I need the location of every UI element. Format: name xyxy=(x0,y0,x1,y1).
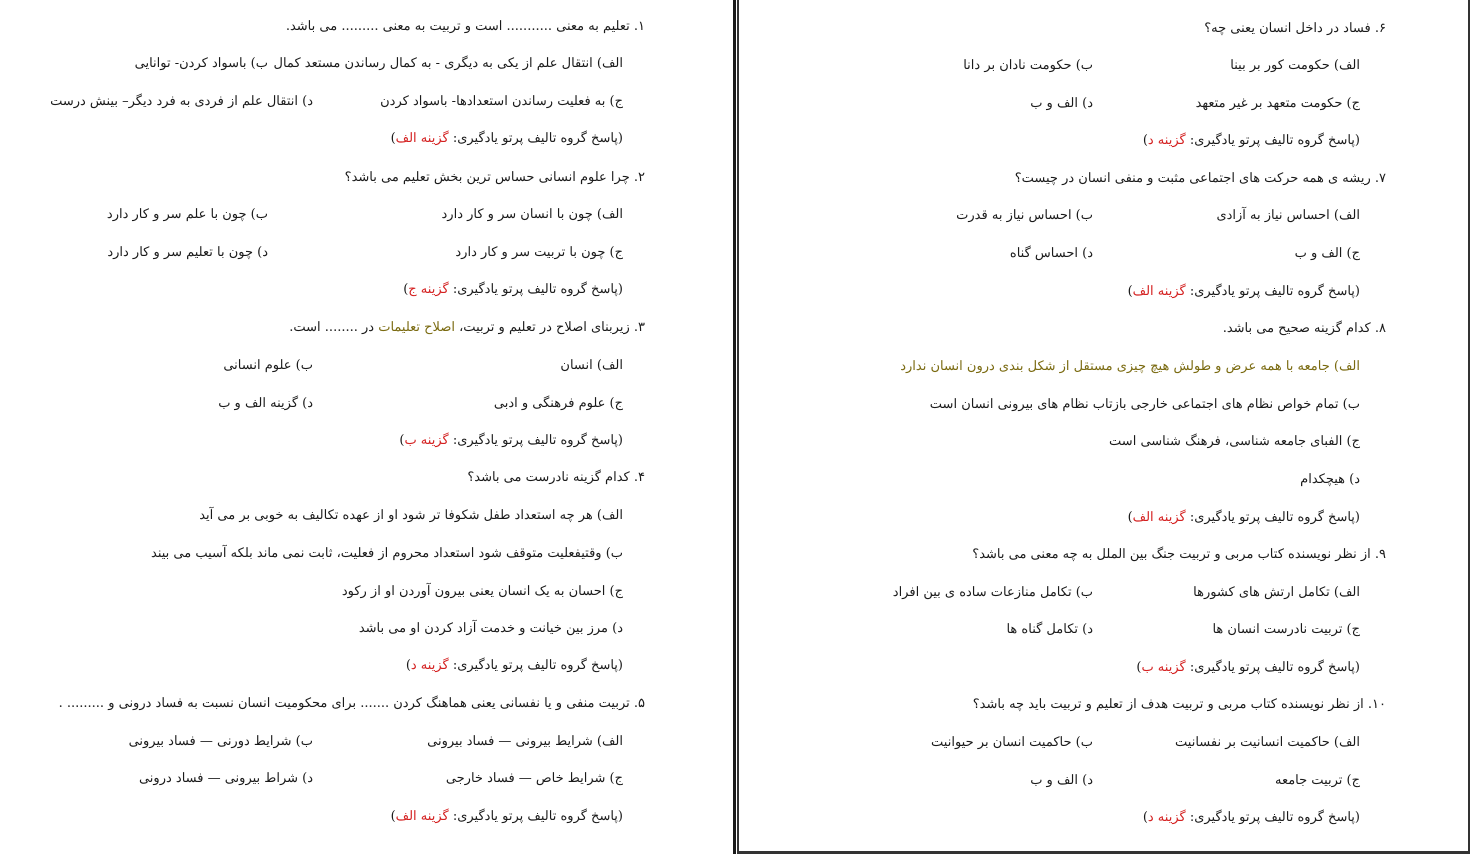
option-a: الف) انتقال علم از یکی به دیگری - به کمال رساندن مستعد کمال xyxy=(273,56,623,71)
option-c: ج) احسان به یک انسان یعنی بیرون آوردن او از رکود xyxy=(341,584,623,599)
answer-choice: گزینه د xyxy=(1147,810,1186,825)
question-text: چرا علوم انسانی حساس ترین بخش تعلیم می باشد؟ xyxy=(344,170,630,185)
answer-choice: گزینه د xyxy=(410,658,449,673)
option-a: الف) احساس نیاز به آزادی xyxy=(1216,208,1360,223)
option-b: ب) تمام خواص نظام های اجتماعی خارجی بازتاب نظام های بیرونی انسان است xyxy=(929,397,1360,412)
question-text: تعلیم به معنی ........... است و تربیت به معنی ......... می باشد. xyxy=(285,19,630,34)
answer-choice: گزینه ب xyxy=(404,433,449,448)
question-9 xyxy=(972,546,1386,564)
option-a: الف) تکامل ارتش های کشورها xyxy=(1193,585,1360,600)
option-b: ب) حاکمیت انسان بر حیوانیت xyxy=(931,735,1093,750)
option-a: الف) شرایط بیرونی — فساد بیرونی xyxy=(427,734,623,749)
answer-line: (پاسخ گروه تالیف پرتو یادگیری: گزینه الف) xyxy=(1127,284,1360,299)
answer-line: (پاسخ گروه تالیف پرتو یادگیری: گزینه الف) xyxy=(1127,510,1360,525)
option-a: الف) حکومت کور بر بینا xyxy=(1230,58,1360,73)
answer-line: (پاسخ گروه تالیف پرتو یادگیری: گزینه الف) xyxy=(390,809,623,824)
option-b: ب) چون با علم سر و کار دارد xyxy=(106,207,268,222)
option-d: د) چون با تعلیم سر و کار دارد xyxy=(107,245,268,260)
answer-choice: گزینه الف xyxy=(1132,510,1186,525)
question-number: ۱۰. xyxy=(1367,697,1386,712)
question-1 xyxy=(286,18,645,36)
answer-line: (پاسخ گروه تالیف پرتو یادگیری: گزینه ج) xyxy=(403,282,623,297)
answer-choice: گزینه ج xyxy=(408,282,449,297)
option-d: د) الف و ب xyxy=(1030,773,1093,788)
question-number: ۳. xyxy=(633,320,645,335)
question-number: ۲. xyxy=(633,170,645,185)
option-d: د) گزینه الف و ب xyxy=(218,396,313,411)
option-b: ب) احساس نیاز به قدرت xyxy=(956,208,1093,223)
answer-choice: گزینه الف xyxy=(395,131,449,146)
option-c: ج) چون با تربیت سر و کار دارد xyxy=(455,245,623,260)
question-3: ۳. زیربنای اصلاح در تعلیم و تربیت، اصلاح تعلیمات در ........ است. xyxy=(289,320,645,335)
option-c: ج) حکومت متعهد بر غیر متعهد xyxy=(1195,96,1360,111)
question-8 xyxy=(1223,320,1386,338)
question-text: ریشه ی همه حرکت های اجتماعی مثبت و منفی انسان در چیست؟ xyxy=(1014,171,1371,186)
question-text: تربیت منفی و یا نفسانی یعنی هماهنگ کردن ....... برای محکومیت انسان نسبت به فساد درونی و ......... . xyxy=(58,696,630,711)
option-c: ج) الف و ب xyxy=(1294,246,1360,261)
question-5 xyxy=(59,695,645,713)
option-d: د) شراط بیرونی — فساد درونی xyxy=(138,771,313,786)
page-divider xyxy=(733,0,736,854)
answer-choice: گزینه الف xyxy=(1132,284,1186,299)
question-number: ۹. xyxy=(1374,547,1386,562)
answer-line: (پاسخ گروه تالیف پرتو یادگیری: گزینه د) xyxy=(1142,810,1360,825)
option-b: ب) باسواد کردن- توانایی xyxy=(134,56,268,71)
option-c: ج) الفبای جامعه شناسی، فرهنگ شناسی است xyxy=(1109,434,1360,449)
question-text: کدام گزینه نادرست می باشد؟ xyxy=(467,470,630,485)
answer-line: (پاسخ گروه تالیف پرتو یادگیری: گزینه ب) xyxy=(399,433,623,448)
answer-line: (پاسخ گروه تالیف پرتو یادگیری: گزینه د) xyxy=(405,658,623,673)
question-number: ۶. xyxy=(1374,21,1386,36)
answer-line: (پاسخ گروه تالیف پرتو یادگیری: گزینه ب) xyxy=(1136,660,1360,675)
question-7 xyxy=(1015,170,1386,188)
answer-line: (پاسخ گروه تالیف پرتو یادگیری: گزینه د) xyxy=(1142,133,1360,148)
option-d: د) تکامل گناه ها xyxy=(1006,622,1093,637)
right-page xyxy=(737,0,1470,854)
answer-choice: گزینه د xyxy=(1147,133,1186,148)
answer-choice: گزینه الف xyxy=(395,809,449,824)
option-b: ب) تکامل منازعات ساده ی بین افراد xyxy=(892,585,1093,600)
option-a: الف) حاکمیت انسانیت بر نفسانیت xyxy=(1175,735,1360,750)
option-b: ب) شرایط دورنی — فساد بیرونی xyxy=(128,734,313,749)
question-number: ۴. xyxy=(633,470,645,485)
question-number: ۵. xyxy=(633,696,645,711)
question-text: زیربنای اصلاح در تعلیم و تربیت، xyxy=(459,320,630,335)
question-4 xyxy=(467,469,645,487)
question-6 xyxy=(1204,20,1386,38)
answer-choice: گزینه ب xyxy=(1141,660,1186,675)
option-c: ج) تربیت نادرست انسان ها xyxy=(1212,622,1360,637)
option-a: الف) چون با انسان سر و کار دارد xyxy=(441,207,623,222)
option-c: ج) شرایط خاص — فساد خارجی xyxy=(445,771,623,786)
option-b: ب) وقتیفعلیت متوقف شود استعداد محروم از فعلیت، ثابت نمی ماند بلکه آسیب می بیند xyxy=(151,546,623,561)
question-number: ۸. xyxy=(1374,321,1386,336)
question-10 xyxy=(973,696,1386,714)
left-page xyxy=(0,0,733,854)
option-b: ب) حکومت نادان بر دانا xyxy=(963,58,1093,73)
question-text: از نظر نویسنده کتاب مربی و تربیت جنگ بین الملل به چه معنی می باشد؟ xyxy=(972,547,1371,562)
question-text: از نظر نویسنده کتاب مربی و تربیت هدف از تعلیم و تربیت باید چه باشد؟ xyxy=(972,697,1364,712)
question-text: فساد در داخل انسان یعنی چه؟ xyxy=(1204,21,1371,36)
question-highlight: اصلاح تعلیمات xyxy=(378,320,455,335)
option-d: د) هیچکدام xyxy=(1300,472,1360,487)
option-a: الف) جامعه با همه عرض و طولش هیچ چیزی مستقل از شکل بندی درون انسان ندارد xyxy=(900,359,1360,374)
option-a: الف) هر چه استعداد طفل شکوفا تر شود او از عهده تکالیف به خوبی بر می آید xyxy=(199,508,623,523)
option-c: ج) به فعلیت رساندن استعدادها- باسواد کردن xyxy=(380,94,623,109)
answer-line: (پاسخ گروه تالیف پرتو یادگیری: گزینه الف) xyxy=(390,131,623,146)
question-number: ۷. xyxy=(1374,171,1386,186)
option-c: ج) تربیت جامعه xyxy=(1274,773,1360,788)
option-d: د) انتقال علم از فردی به فرد دیگر– بینش درست xyxy=(50,94,313,109)
option-d: د) الف و ب xyxy=(1030,96,1093,111)
option-b: ب) علوم انسانی xyxy=(223,358,313,373)
question-number: ۱. xyxy=(633,19,645,34)
option-d: د) مرز بین خیانت و خدمت آزاد کردن او می باشد xyxy=(358,621,623,636)
option-a: الف) انسان xyxy=(560,358,623,373)
option-d: د) احساس گناه xyxy=(1009,246,1093,261)
question-2 xyxy=(345,169,645,187)
option-c: ج) علوم فرهنگی و ادبی xyxy=(493,396,623,411)
question-text: کدام گزینه صحیح می باشد. xyxy=(1222,321,1371,336)
